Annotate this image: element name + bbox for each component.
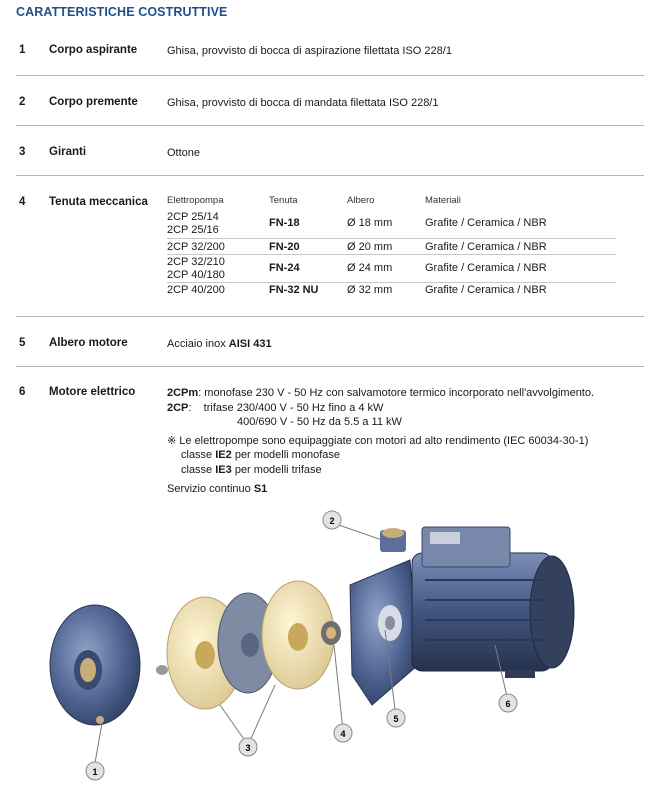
- table-row: [167, 255, 616, 283]
- impellers-part: [167, 581, 334, 709]
- seal-material: Grafite / Ceramica / NBR: [425, 217, 547, 229]
- row-number: 1: [19, 44, 26, 56]
- row-description: Ghisa, provvisto di bocca di mandata filettata ISO 228/1: [167, 97, 439, 109]
- class-label: classe: [181, 449, 216, 462]
- shaft-diameter: Ø 18 mm: [347, 217, 393, 229]
- table-header: Albero: [347, 195, 375, 206]
- divider: [16, 175, 644, 176]
- shaft-grade: AISI 431: [228, 338, 272, 350]
- seal-code: FN-24: [269, 262, 300, 274]
- pump-model: 2CP 40/180: [167, 269, 225, 281]
- seal-code: FN-20: [269, 241, 300, 253]
- divider: [16, 125, 644, 126]
- callout-5: [387, 709, 405, 727]
- row-name: Tenuta meccanica: [49, 196, 148, 208]
- pump-model: 2CP 25/16: [167, 224, 219, 236]
- model-label: 2CPm: [167, 387, 199, 399]
- callout-label: 2: [329, 516, 335, 526]
- duty-label: Servizio continuo: [167, 482, 254, 495]
- seal-code: FN-18: [269, 217, 300, 229]
- pump-model: 2CP 25/14: [167, 211, 219, 223]
- efficiency-class: IE3: [215, 463, 232, 476]
- table-row: [167, 239, 616, 255]
- divider: [16, 366, 644, 367]
- efficiency-class: IE2: [215, 449, 232, 462]
- class-label: classe: [181, 463, 216, 476]
- shaft-material: Acciaio inox: [167, 338, 229, 350]
- row-name: Corpo aspirante: [49, 44, 138, 56]
- seal-material: Grafite / Ceramica / NBR: [425, 241, 547, 253]
- callout-label: 1: [92, 767, 98, 777]
- motor-spec: 400/690 V - 50 Hz da 5.5 a 11 kW: [237, 416, 402, 429]
- row-description: Ghisa, provvisto di bocca di aspirazione filettata ISO 228/1: [167, 45, 452, 57]
- callout-label: 4: [340, 729, 346, 739]
- row-name: Albero motore: [49, 337, 128, 349]
- motor-spec: : trifase 230/400 V - 50 Hz fino a 4 kW: [188, 401, 384, 414]
- callout-2: [323, 511, 341, 529]
- efficiency-note: ※ Le elettropompe sono equipaggiate con motori ad alto rendimento (IEC 60034-30-1): [167, 434, 589, 447]
- table-header: Elettropompa: [167, 195, 224, 206]
- seal-code: FN-32 NU: [269, 284, 319, 296]
- row-number: 2: [19, 96, 26, 108]
- row-number: 6: [19, 386, 26, 398]
- mechanical-seal-part: [321, 621, 341, 645]
- seal-material: Grafite / Ceramica / NBR: [425, 284, 547, 296]
- row-description: [167, 338, 272, 350]
- pump-model: 2CP 40/200: [167, 284, 225, 296]
- seal-material: Grafite / Ceramica / NBR: [425, 262, 547, 274]
- row-name: Corpo premente: [49, 96, 138, 108]
- callout-label: 6: [505, 699, 511, 709]
- model-label: 2CP: [167, 401, 189, 414]
- row-description: Ottone: [167, 147, 201, 159]
- delivery-casing-part: [350, 528, 418, 705]
- row-name: Motore elettrico: [49, 386, 136, 398]
- shaft-diameter: Ø 20 mm: [347, 241, 393, 253]
- section-title: CARATTERISTICHE COSTRUTTIVE: [16, 5, 228, 19]
- exploded-pump-illustration: [40, 505, 640, 790]
- table-header: Materiali: [425, 195, 461, 206]
- callout-label: 5: [393, 714, 399, 724]
- class-scope: per modelli monofase: [231, 449, 340, 462]
- divider: [16, 316, 644, 317]
- suction-casing-part: [50, 605, 168, 725]
- pump-model: 2CP 32/210: [167, 256, 225, 268]
- row-number: 4: [19, 196, 26, 208]
- callout-3: [239, 738, 257, 756]
- table-header: Tenuta: [269, 195, 298, 206]
- divider: [16, 75, 644, 76]
- row-number: 3: [19, 146, 26, 158]
- pump-model: 2CP 32/200: [167, 241, 225, 253]
- callout-1: [86, 762, 104, 780]
- row-name: Giranti: [49, 146, 87, 158]
- callout-label: 3: [245, 743, 251, 753]
- duty-class: S1: [253, 482, 268, 495]
- callout-4: [334, 724, 352, 742]
- table-row: [167, 283, 616, 299]
- shaft-diameter: Ø 24 mm: [347, 262, 393, 274]
- table-row: [167, 209, 616, 239]
- electric-motor-part: [412, 527, 574, 678]
- motor-spec: : monofase 230 V - 50 Hz con salvamotore termico incorporato nell'avvolgimento.: [198, 387, 595, 399]
- motor-description: [167, 386, 594, 496]
- row-number: 5: [19, 337, 26, 349]
- shaft-diameter: Ø 32 mm: [347, 284, 393, 296]
- callout-6: [499, 694, 517, 712]
- class-scope: per modelli trifase: [231, 463, 322, 476]
